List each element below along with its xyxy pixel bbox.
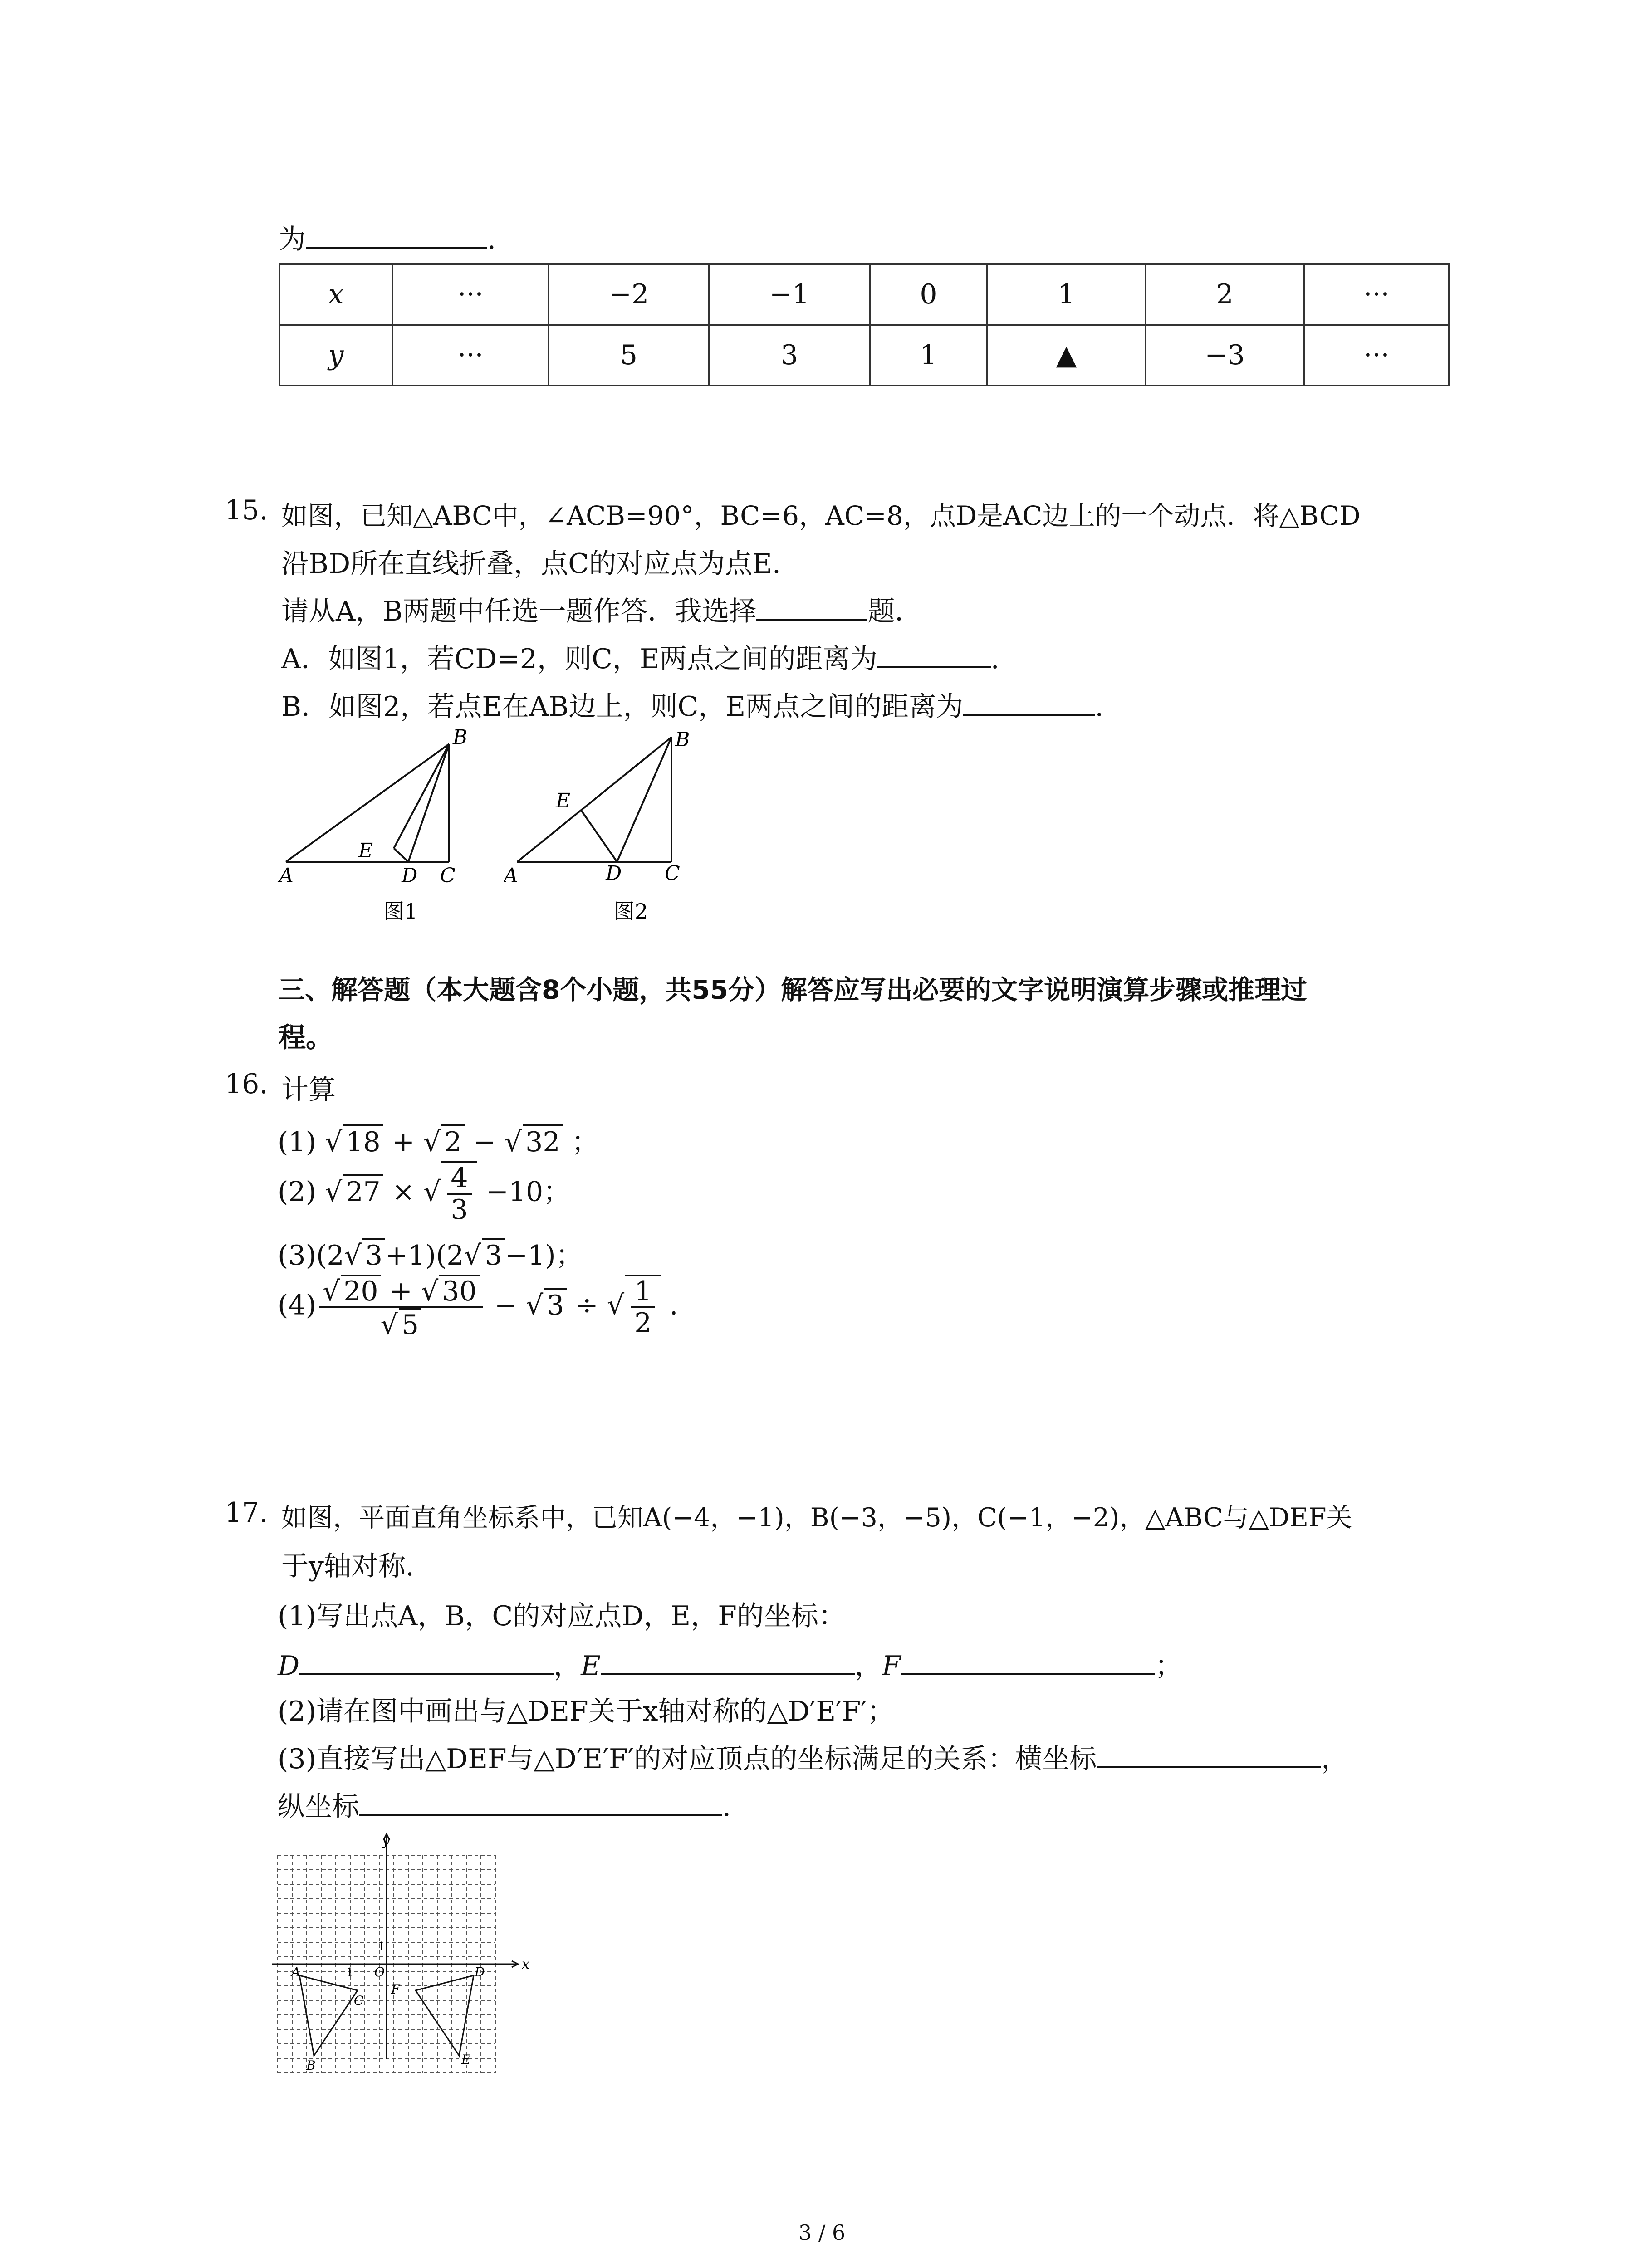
q17-line6 (278, 1737, 1348, 1776)
q16-number: 16. (225, 1068, 268, 1100)
q14-prefix: 为 (279, 224, 306, 255)
radicand: 30 (439, 1275, 479, 1306)
sqrt-fraction: √ $\frac{4}{3}$ (423, 1161, 477, 1225)
sqrt-expression: √ 27 (325, 1174, 383, 1208)
page-number: 3 / 6 (798, 2220, 846, 2245)
q16-p1-label: (1) (278, 1126, 316, 1158)
q17-line5: (2)请在图中画出与△DEF关于x轴对称的△D′E′F′； (278, 1696, 895, 1727)
grid-one-x: 1 (346, 1966, 354, 1980)
radicand: 20 (341, 1275, 381, 1306)
radicand: 27 (343, 1174, 383, 1208)
grid-origin: O (374, 1965, 385, 1980)
q17-line6-text: (3)直接写出△DEF与△D′E′F′的对应顶点的坐标满足的关系：横坐标 (278, 1743, 1097, 1775)
q16-part2 (278, 1161, 570, 1225)
vertical-relation-blank[interactable] (359, 1788, 722, 1816)
value-table (279, 263, 1450, 386)
q16-p4-label: (4) (278, 1289, 316, 1321)
radicand: 18 (343, 1124, 383, 1158)
fig1-label-b: B (453, 726, 468, 749)
radicand: 3 (482, 1238, 505, 1271)
numerator: 1 (631, 1276, 655, 1308)
q15-figure-1 (272, 726, 481, 934)
q17-number: 17. (225, 1497, 268, 1529)
coord-e-blank[interactable] (601, 1647, 855, 1675)
fig2-caption: 图2 (614, 899, 648, 924)
semicolon: ； (1155, 1650, 1182, 1682)
q16-title: 计算 (281, 1074, 336, 1106)
grid-one-y: 1 (377, 1940, 385, 1954)
q15-line1: 如图，已知△ABC中，∠ACB=90°，BC=6，AC=8，点D是AC边上的一个动点．将△BCD (281, 500, 1361, 531)
q17-line3: (1)写出点A，B，C的对应点D，E，F的坐标： (278, 1600, 846, 1632)
q15-choice-blank[interactable] (756, 592, 867, 621)
q16-part4 (278, 1275, 678, 1340)
q16-p1-end: ； (571, 1126, 599, 1158)
radicand: 3 (362, 1238, 385, 1271)
fig2-label-e: E (556, 789, 571, 812)
fig1-label-e: E (358, 839, 373, 862)
q15-figure-2 (504, 726, 712, 934)
q14-suffix: . (487, 224, 496, 255)
table-cell: −2 (549, 264, 709, 325)
table-cell: ··· (392, 264, 549, 325)
table-cell: 1 (870, 325, 987, 386)
minus-sign: − (494, 1289, 517, 1321)
fig1-label-a: A (279, 864, 294, 887)
denominator: 2 (634, 1307, 652, 1339)
q16-p3-label: (3)(2 (278, 1240, 344, 1271)
fraction (447, 1163, 471, 1225)
grid-axis-x: x (522, 1956, 529, 1972)
fraction (319, 1275, 483, 1340)
table-cell: 1 (987, 264, 1146, 325)
sqrt-expression: √ 3 (464, 1238, 505, 1271)
fig1-label-d: D (402, 864, 418, 887)
q16-p2-tail: −10； (485, 1176, 571, 1208)
q17-line7-text: 纵坐标 (278, 1791, 359, 1823)
separator: ， (854, 1650, 882, 1682)
label-e: E (581, 1650, 601, 1682)
q16-p4-end: . (669, 1289, 678, 1321)
table-row (279, 325, 1449, 386)
grid-point-d: D (475, 1965, 485, 1980)
q15-b-tail: . (1095, 691, 1104, 723)
sqrt-expression: √ 30 (421, 1275, 480, 1306)
grid-point-c: C (354, 1993, 364, 2008)
horizontal-relation-blank[interactable] (1097, 1740, 1321, 1768)
q16-part3 (278, 1234, 583, 1273)
fig1-caption: 图1 (383, 899, 418, 924)
q14-answer-line (279, 218, 496, 257)
numerator: √ 20 + √ 30 (319, 1275, 483, 1308)
sqrt-expression: √ 32 (505, 1124, 563, 1158)
q16-p2-label: (2) (278, 1176, 316, 1208)
coord-f-blank[interactable] (901, 1647, 1155, 1675)
table-cell: −3 (1146, 325, 1304, 386)
q17-coords-line (278, 1644, 1182, 1683)
q16-part1: (1) √ 18 + √ 2 − √ 32 ； (278, 1120, 599, 1159)
radicand: 5 (399, 1308, 421, 1340)
table-row (279, 264, 1449, 325)
sqrt-fraction: √ $\frac{1}{2}$ (607, 1275, 661, 1338)
q15-a-blank[interactable] (877, 640, 991, 668)
table-cell: 3 (709, 325, 870, 386)
table-cell: ··· (392, 325, 549, 386)
q17-coordinate-grid (263, 1830, 554, 2084)
table-cell: 0 (870, 264, 987, 325)
table-cell: ··· (1304, 325, 1449, 386)
sqrt-expression: √ 5 (381, 1308, 421, 1340)
sqrt-expression: √ 3 (344, 1238, 385, 1271)
label-f: F (882, 1650, 901, 1682)
table-cell: x (279, 264, 392, 325)
fraction (631, 1276, 655, 1338)
q16-p3-mid: +1)(2 (385, 1240, 464, 1271)
table-cell: 5 (549, 325, 709, 386)
radicand: 32 (523, 1124, 563, 1158)
q15-a-text: A．如图1，若CD=2，则C，E两点之间的距离为 (281, 643, 877, 675)
radicand (625, 1275, 661, 1338)
q15-b-blank[interactable] (963, 688, 1095, 716)
fig2-label-d: D (606, 862, 622, 885)
q15-choice-text: 请从A，B两题中任选一题作答．我选择 (281, 596, 757, 627)
fig2-label-a: A (504, 864, 518, 887)
divide-sign: ÷ (575, 1289, 598, 1321)
q15-choice-line (281, 590, 922, 629)
separator: ， (554, 1650, 581, 1682)
grid-axis-y: y (382, 1833, 390, 1848)
table-cell: −1 (709, 264, 870, 325)
section-3-heading-line2: 程。 (279, 1022, 333, 1054)
coord-d-blank[interactable] (299, 1647, 554, 1675)
fig1-label-c: C (440, 864, 456, 887)
radicand (441, 1161, 477, 1225)
q14-blank[interactable] (306, 220, 487, 249)
q15-a-tail: . (990, 643, 999, 675)
q17-line6-tail: ， (1321, 1743, 1349, 1775)
q15-b-text: B．如图2，若点E在AB边上，则C，E两点之间的距离为 (281, 691, 964, 723)
numerator: 4 (447, 1163, 471, 1195)
q15-choice-tail: 题． (867, 596, 922, 627)
label-d: D (278, 1650, 300, 1682)
denominator: 3 (451, 1194, 468, 1226)
grid-point-b: B (306, 2058, 316, 2073)
sqrt-expression: √ 2 (423, 1124, 464, 1158)
grid-point-e: E (461, 2052, 471, 2067)
fig2-label-c: C (665, 862, 680, 885)
denominator (319, 1308, 483, 1340)
q17-line7 (278, 1785, 731, 1824)
q15-option-b (281, 685, 1103, 724)
q16-p3-tail: −1)； (505, 1240, 583, 1271)
times-sign: × (392, 1176, 415, 1208)
table-cell: ▲ (987, 325, 1146, 386)
radicand: 2 (441, 1124, 464, 1158)
q15-option-a (281, 637, 999, 676)
table-cell: y (279, 325, 392, 386)
sqrt-expression: √ 20 (323, 1275, 381, 1306)
q15-number: 15. (225, 494, 268, 526)
fig2-label-b: B (675, 728, 690, 751)
section-3-heading-line1: 三、解答题（本大题含8个小题，共55分）解答应写出必要的文字说明演算步骤或推理过 (279, 974, 1308, 1005)
grid-point-f: F (391, 1982, 400, 1997)
q15-line2: 沿BD所在直线折叠，点C的对应点为点E. (281, 548, 781, 580)
q17-line7-tail: . (722, 1791, 731, 1823)
sqrt-expression: √ 18 (325, 1124, 383, 1158)
q17-line1: 如图，平面直角坐标系中，已知A(−4，−1)，B(−3，−5)，C(−1，−2)，△ABC与△DEF关 (281, 1503, 1352, 1533)
table-cell: ··· (1304, 264, 1449, 325)
grid-point-a: A (291, 1965, 301, 1980)
sqrt-expression: √ 3 (526, 1288, 567, 1321)
q17-line2: 于y轴对称. (281, 1550, 414, 1582)
radicand: 3 (544, 1288, 567, 1321)
table-cell: 2 (1146, 264, 1304, 325)
